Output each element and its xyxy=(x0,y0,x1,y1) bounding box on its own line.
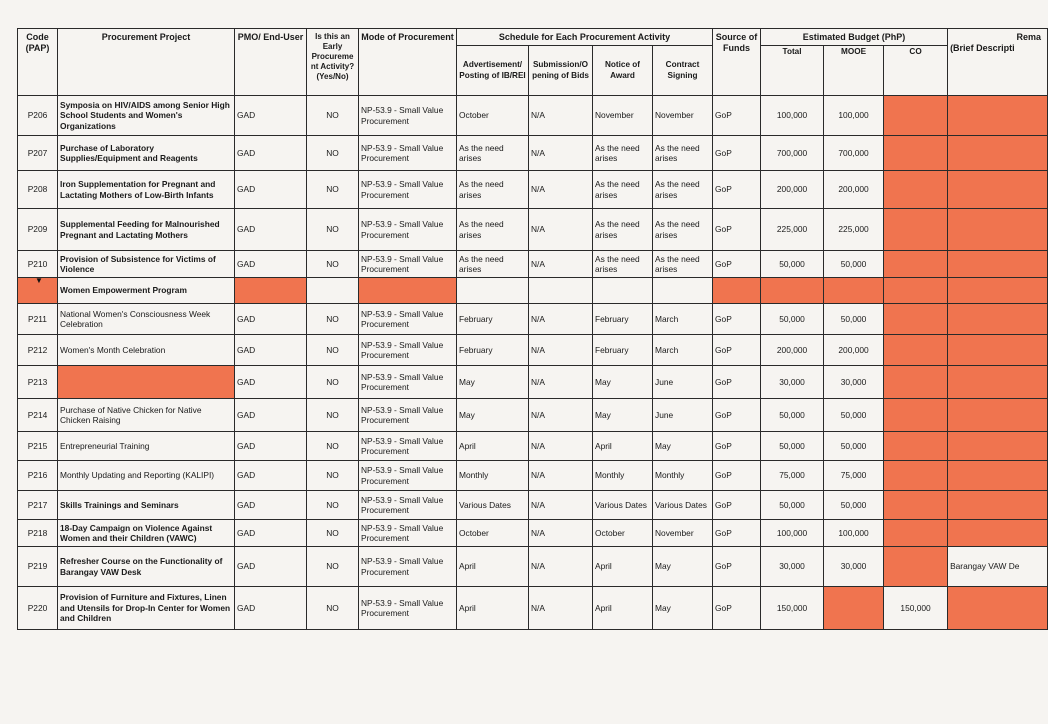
project-cell: Monthly Updating and Reporting (KALIPI) xyxy=(58,461,235,491)
sub-cell: N/A xyxy=(529,399,593,432)
total-cell: 150,000 xyxy=(761,587,824,630)
mooe-cell: 50,000 xyxy=(824,399,884,432)
project-cell: Supplemental Feeding for Malnourished Pregnant and Lactating Mothers xyxy=(58,209,235,251)
mode-cell: NP-53.9 - Small Value Procurement xyxy=(359,96,457,136)
header-code: Code (PAP) xyxy=(18,29,58,96)
early-cell: NO xyxy=(307,171,359,209)
header-adv: Advertisement/ Posting of IB/REI xyxy=(457,46,529,96)
section-blank xyxy=(307,278,359,304)
total-cell: 50,000 xyxy=(761,304,824,335)
section-fill xyxy=(761,278,824,304)
mooe-cell: 225,000 xyxy=(824,209,884,251)
mooe-cell: 50,000 xyxy=(824,304,884,335)
sub-cell: N/A xyxy=(529,251,593,278)
header-remarks xyxy=(948,29,1048,96)
mode-cell: NP-53.9 - Small Value Procurement xyxy=(359,399,457,432)
contract-cell: June xyxy=(653,366,713,399)
header-early: Is this an Early Procureme nt Activity? (Yes/No) xyxy=(307,29,359,96)
table-row xyxy=(18,335,1048,366)
header-project: Procurement Project xyxy=(58,29,235,96)
mode-cell: NP-53.9 - Small Value Procurement xyxy=(359,432,457,461)
adv-cell: October xyxy=(457,96,529,136)
adv-cell: May xyxy=(457,399,529,432)
pmo-cell: GAD xyxy=(235,335,307,366)
table-row xyxy=(18,520,1048,547)
total-cell: 30,000 xyxy=(761,547,824,587)
sub-cell: N/A xyxy=(529,491,593,520)
contract-cell: November xyxy=(653,520,713,547)
contract-cell: March xyxy=(653,304,713,335)
co-cell: 150,000 xyxy=(884,587,948,630)
pmo-cell: GAD xyxy=(235,587,307,630)
notice-cell: February xyxy=(593,304,653,335)
sub-cell: N/A xyxy=(529,304,593,335)
notice-cell: As the need arises xyxy=(593,209,653,251)
contract-cell: May xyxy=(653,432,713,461)
adv-cell: April xyxy=(457,587,529,630)
section-blank xyxy=(457,278,529,304)
early-cell: NO xyxy=(307,251,359,278)
project-cell: Purchase of Laboratory Supplies/Equipment and Reagents xyxy=(58,136,235,171)
code-cell: P213 xyxy=(18,366,58,399)
early-cell: NO xyxy=(307,432,359,461)
co-cell xyxy=(884,335,948,366)
mooe-cell: 200,000 xyxy=(824,171,884,209)
mooe-cell: 100,000 xyxy=(824,96,884,136)
total-cell: 200,000 xyxy=(761,171,824,209)
project-cell: 18-Day Campaign on Violence Against Women and their Children (VAWC) xyxy=(58,520,235,547)
header-total: Total xyxy=(761,46,824,96)
procurement-plan-sheet xyxy=(17,28,1048,630)
source-cell: GoP xyxy=(713,461,761,491)
total-cell: 50,000 xyxy=(761,399,824,432)
mode-cell: NP-53.9 - Small Value Procurement xyxy=(359,136,457,171)
mooe-cell: 50,000 xyxy=(824,251,884,278)
mooe-cell: 30,000 xyxy=(824,547,884,587)
code-cell: P209 xyxy=(18,209,58,251)
sub-cell: N/A xyxy=(529,520,593,547)
remarks-cell xyxy=(948,461,1048,491)
sub-cell: N/A xyxy=(529,96,593,136)
source-cell: GoP xyxy=(713,547,761,587)
remarks-cell xyxy=(948,304,1048,335)
header-notice: Notice of Award xyxy=(593,46,653,96)
section-fill xyxy=(713,278,761,304)
source-cell: GoP xyxy=(713,209,761,251)
code-cell: P211 xyxy=(18,304,58,335)
project-cell: Iron Supplementation for Pregnant and Lactating Mothers of Low-Birth Infants xyxy=(58,171,235,209)
early-cell: NO xyxy=(307,547,359,587)
project-cell: Entrepreneurial Training xyxy=(58,432,235,461)
table-row xyxy=(18,399,1048,432)
remarks-cell xyxy=(948,96,1048,136)
notice-cell: February xyxy=(593,335,653,366)
table-row xyxy=(18,461,1048,491)
mode-cell: NP-53.9 - Small Value Procurement xyxy=(359,335,457,366)
early-cell: NO xyxy=(307,96,359,136)
sub-cell: N/A xyxy=(529,432,593,461)
mooe-cell xyxy=(824,587,884,630)
source-cell: GoP xyxy=(713,304,761,335)
mode-cell: NP-53.9 - Small Value Procurement xyxy=(359,304,457,335)
header-pmo: PMO/ End-User xyxy=(235,29,307,96)
total-cell: 30,000 xyxy=(761,366,824,399)
source-cell: GoP xyxy=(713,366,761,399)
contract-cell: June xyxy=(653,399,713,432)
contract-cell: Monthly xyxy=(653,461,713,491)
project-cell: Skills Trainings and Seminars xyxy=(58,491,235,520)
table-row xyxy=(18,136,1048,171)
early-cell: NO xyxy=(307,335,359,366)
early-cell: NO xyxy=(307,366,359,399)
adv-cell: April xyxy=(457,432,529,461)
source-cell: GoP xyxy=(713,251,761,278)
total-cell: 700,000 xyxy=(761,136,824,171)
adv-cell: February xyxy=(457,304,529,335)
header-remarks-sub: (Brief Descripti xyxy=(950,43,1015,54)
table-row xyxy=(18,491,1048,520)
code-cell: P216 xyxy=(18,461,58,491)
pmo-cell: GAD xyxy=(235,96,307,136)
contract-cell: November xyxy=(653,96,713,136)
remarks-cell: Barangay VAW De xyxy=(948,547,1048,587)
early-cell: NO xyxy=(307,587,359,630)
sub-cell: N/A xyxy=(529,587,593,630)
co-cell xyxy=(884,547,948,587)
mooe-cell: 30,000 xyxy=(824,366,884,399)
source-cell: GoP xyxy=(713,399,761,432)
table-row xyxy=(18,171,1048,209)
mooe-cell: 100,000 xyxy=(824,520,884,547)
notice-cell: May xyxy=(593,399,653,432)
pmo-cell: GAD xyxy=(235,304,307,335)
source-cell: GoP xyxy=(713,136,761,171)
early-cell: NO xyxy=(307,209,359,251)
header-source: Source of Funds xyxy=(713,29,761,96)
co-cell xyxy=(884,96,948,136)
section-blank xyxy=(653,278,713,304)
contract-cell: As the need arises xyxy=(653,136,713,171)
pmo-cell: GAD xyxy=(235,491,307,520)
mode-cell: NP-53.9 - Small Value Procurement xyxy=(359,366,457,399)
notice-cell: As the need arises xyxy=(593,171,653,209)
remarks-cell xyxy=(948,520,1048,547)
remarks-cell xyxy=(948,251,1048,278)
remarks-cell xyxy=(948,171,1048,209)
pmo-cell: GAD xyxy=(235,399,307,432)
notice-cell: October xyxy=(593,520,653,547)
remarks-cell xyxy=(948,399,1048,432)
table-row xyxy=(18,209,1048,251)
contract-cell: March xyxy=(653,335,713,366)
co-cell xyxy=(884,209,948,251)
adv-cell: As the need arises xyxy=(457,251,529,278)
pmo-cell: GAD xyxy=(235,171,307,209)
code-cell: P208 xyxy=(18,171,58,209)
table-row xyxy=(18,366,1048,399)
total-cell: 75,000 xyxy=(761,461,824,491)
cursor-icon: ▼ xyxy=(35,276,43,285)
notice-cell: April xyxy=(593,432,653,461)
sub-cell: N/A xyxy=(529,366,593,399)
notice-cell: As the need arises xyxy=(593,136,653,171)
section-fill xyxy=(359,278,457,304)
sub-cell: N/A xyxy=(529,136,593,171)
adv-cell: Monthly xyxy=(457,461,529,491)
section-blank xyxy=(529,278,593,304)
early-cell: NO xyxy=(307,491,359,520)
adv-cell: As the need arises xyxy=(457,209,529,251)
source-cell: GoP xyxy=(713,335,761,366)
early-cell: NO xyxy=(307,399,359,432)
project-cell: Women's Month Celebration xyxy=(58,335,235,366)
project-cell: National Women's Consciousness Week Celebration xyxy=(58,304,235,335)
source-cell: GoP xyxy=(713,96,761,136)
mode-cell: NP-53.9 - Small Value Procurement xyxy=(359,461,457,491)
source-cell: GoP xyxy=(713,432,761,461)
header-schedule: Schedule for Each Procurement Activity xyxy=(457,29,713,46)
section-fill xyxy=(948,278,1048,304)
contract-cell: Various Dates xyxy=(653,491,713,520)
mode-cell: NP-53.9 - Small Value Procurement xyxy=(359,520,457,547)
contract-cell: May xyxy=(653,587,713,630)
early-cell: NO xyxy=(307,520,359,547)
mooe-cell: 50,000 xyxy=(824,432,884,461)
code-cell: P215 xyxy=(18,432,58,461)
section-fill xyxy=(824,278,884,304)
adv-cell: October xyxy=(457,520,529,547)
code-cell: P212 xyxy=(18,335,58,366)
remarks-cell xyxy=(948,136,1048,171)
remarks-cell xyxy=(948,366,1048,399)
adv-cell: Various Dates xyxy=(457,491,529,520)
sub-cell: N/A xyxy=(529,335,593,366)
pmo-cell: GAD xyxy=(235,251,307,278)
code-cell: P218 xyxy=(18,520,58,547)
project-cell xyxy=(58,366,235,399)
notice-cell: Monthly xyxy=(593,461,653,491)
source-cell: GoP xyxy=(713,520,761,547)
sub-cell: N/A xyxy=(529,171,593,209)
table-row xyxy=(18,96,1048,136)
header-budget: Estimated Budget (PhP) xyxy=(761,29,948,46)
remarks-cell xyxy=(948,335,1048,366)
co-cell xyxy=(884,251,948,278)
adv-cell: February xyxy=(457,335,529,366)
mode-cell: NP-53.9 - Small Value Procurement xyxy=(359,491,457,520)
contract-cell: As the need arises xyxy=(653,251,713,278)
adv-cell: April xyxy=(457,547,529,587)
code-cell: P207 xyxy=(18,136,58,171)
mooe-cell: 200,000 xyxy=(824,335,884,366)
contract-cell: As the need arises xyxy=(653,209,713,251)
source-cell: GoP xyxy=(713,587,761,630)
notice-cell: Various Dates xyxy=(593,491,653,520)
adv-cell: May xyxy=(457,366,529,399)
mode-cell: NP-53.9 - Small Value Procurement xyxy=(359,547,457,587)
pmo-cell: GAD xyxy=(235,136,307,171)
procurement-table xyxy=(17,28,1048,630)
section-fill xyxy=(884,278,948,304)
notice-cell: April xyxy=(593,547,653,587)
adv-cell: As the need arises xyxy=(457,171,529,209)
mooe-cell: 50,000 xyxy=(824,491,884,520)
co-cell xyxy=(884,461,948,491)
code-cell: P206 xyxy=(18,96,58,136)
mode-cell: NP-53.9 - Small Value Procurement xyxy=(359,587,457,630)
pmo-cell: GAD xyxy=(235,547,307,587)
pmo-cell: GAD xyxy=(235,461,307,491)
pmo-cell: GAD xyxy=(235,432,307,461)
table-row xyxy=(18,251,1048,278)
contract-cell: May xyxy=(653,547,713,587)
co-cell xyxy=(884,366,948,399)
table-row xyxy=(18,432,1048,461)
co-cell xyxy=(884,171,948,209)
table-row xyxy=(18,587,1048,630)
pmo-cell: GAD xyxy=(235,366,307,399)
code-cell: P219 xyxy=(18,547,58,587)
mode-cell: NP-53.9 - Small Value Procurement xyxy=(359,209,457,251)
co-cell xyxy=(884,304,948,335)
code-cell: P217 xyxy=(18,491,58,520)
remarks-cell xyxy=(948,587,1048,630)
header-mooe: MOOE xyxy=(824,46,884,96)
co-cell xyxy=(884,491,948,520)
source-cell: GoP xyxy=(713,491,761,520)
code-cell: P214 xyxy=(18,399,58,432)
total-cell: 200,000 xyxy=(761,335,824,366)
header-remarks-label: Rema xyxy=(1016,32,1042,42)
total-cell: 100,000 xyxy=(761,520,824,547)
sub-cell: N/A xyxy=(529,547,593,587)
section-title: Women Empowerment Program xyxy=(58,278,235,304)
contract-cell: As the need arises xyxy=(653,171,713,209)
header-co: CO xyxy=(884,46,948,96)
source-cell: GoP xyxy=(713,171,761,209)
mode-cell: NP-53.9 - Small Value Procurement xyxy=(359,251,457,278)
table-row xyxy=(18,304,1048,335)
remarks-cell xyxy=(948,432,1048,461)
header-sub: Submission/O pening of Bids xyxy=(529,46,593,96)
co-cell xyxy=(884,520,948,547)
section-row xyxy=(18,278,1048,304)
co-cell xyxy=(884,399,948,432)
early-cell: NO xyxy=(307,136,359,171)
project-cell: Purchase of Native Chicken for Native Chicken Raising xyxy=(58,399,235,432)
project-cell: Provision of Subsistence for Victims of Violence xyxy=(58,251,235,278)
mooe-cell: 75,000 xyxy=(824,461,884,491)
total-cell: 50,000 xyxy=(761,491,824,520)
co-cell xyxy=(884,136,948,171)
project-cell: Refresher Course on the Functionality of Barangay VAW Desk xyxy=(58,547,235,587)
project-cell: Symposia on HIV/AIDS among Senior High School Students and Women's Organizations xyxy=(58,96,235,136)
sub-cell: N/A xyxy=(529,461,593,491)
total-cell: 100,000 xyxy=(761,96,824,136)
header-contract: Contract Signing xyxy=(653,46,713,96)
code-cell: P220 xyxy=(18,587,58,630)
total-cell: 50,000 xyxy=(761,251,824,278)
table-row xyxy=(18,547,1048,587)
early-cell: NO xyxy=(307,461,359,491)
notice-cell: As the need arises xyxy=(593,251,653,278)
pmo-cell: GAD xyxy=(235,520,307,547)
mooe-cell: 700,000 xyxy=(824,136,884,171)
co-cell xyxy=(884,432,948,461)
adv-cell: As the need arises xyxy=(457,136,529,171)
header-mode: Mode of Procurement xyxy=(359,29,457,96)
code-cell: P210 xyxy=(18,251,58,278)
notice-cell: May xyxy=(593,366,653,399)
notice-cell: November xyxy=(593,96,653,136)
total-cell: 225,000 xyxy=(761,209,824,251)
mode-cell: NP-53.9 - Small Value Procurement xyxy=(359,171,457,209)
notice-cell: April xyxy=(593,587,653,630)
total-cell: 50,000 xyxy=(761,432,824,461)
sub-cell: N/A xyxy=(529,209,593,251)
remarks-cell xyxy=(948,491,1048,520)
project-cell: Provision of Furniture and Fixtures, Linen and Utensils for Drop-In Center for Women and Children xyxy=(58,587,235,630)
section-fill xyxy=(235,278,307,304)
early-cell: NO xyxy=(307,304,359,335)
section-blank xyxy=(593,278,653,304)
remarks-cell xyxy=(948,209,1048,251)
pmo-cell: GAD xyxy=(235,209,307,251)
